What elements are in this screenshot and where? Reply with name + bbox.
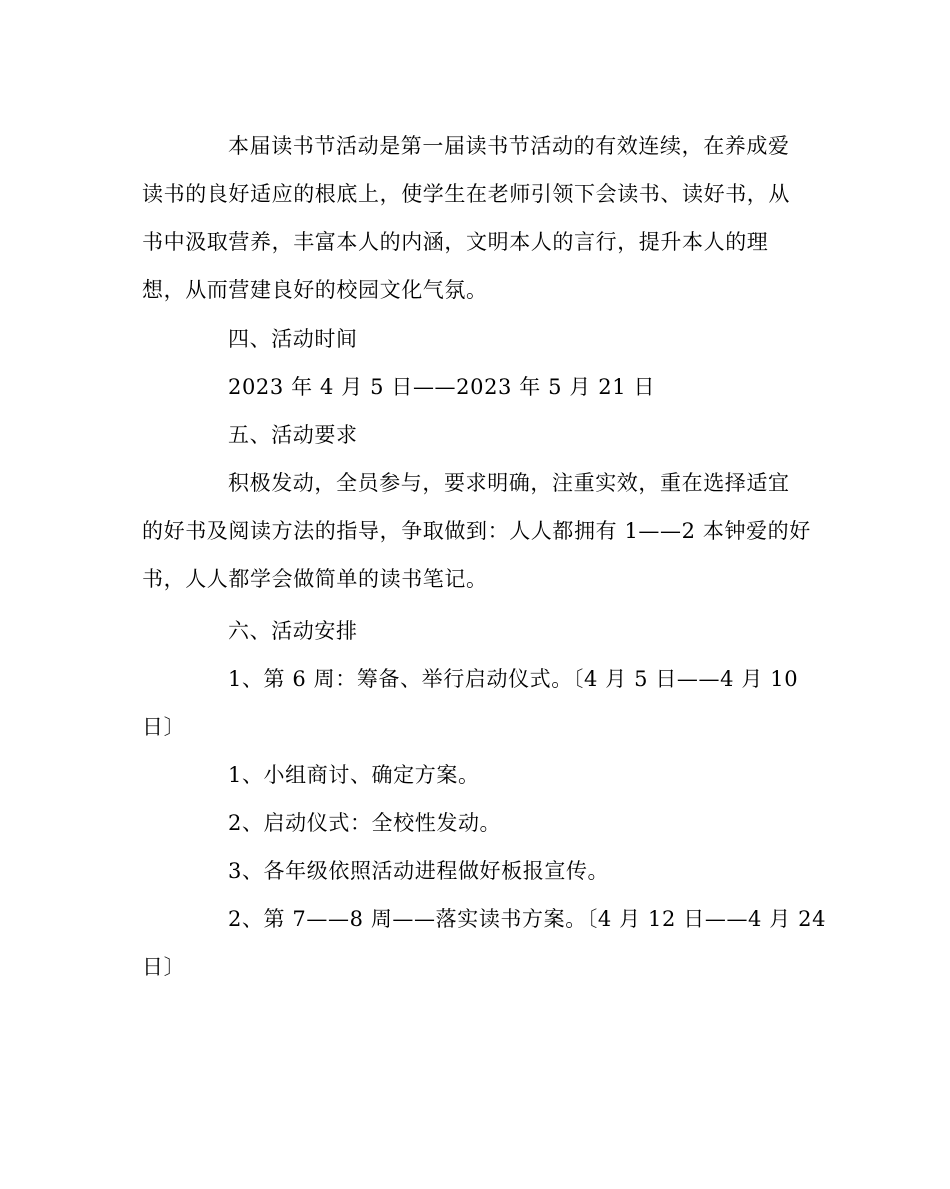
paragraph-line: 读书的良好适应的根底上，使学生在老师引领下会读书、读好书，从 <box>142 182 790 206</box>
paragraph-line: 书中汲取营养，丰富本人的内涵，文明本人的言行，提升本人的理 <box>142 230 769 254</box>
list-item-continuation: 日〕 <box>142 955 186 979</box>
paragraph-line: 的好书及阅读方法的指导，争取做到：人人都拥有 1——2 本钟爱的好 <box>142 519 811 543</box>
section-heading-time: 四、活动时间 <box>228 327 358 351</box>
list-item: 1、小组商讨、确定方案。 <box>228 763 480 787</box>
date-range: 2023 年 4 月 5 日——2023 年 5 月 21 日 <box>228 375 656 399</box>
paragraph-line: 想，从而营建良好的校园文化气氛。 <box>142 278 488 302</box>
list-item: 3、各年级依照活动进程做好板报宣传。 <box>228 859 610 883</box>
list-item-continuation: 日〕 <box>142 715 186 739</box>
paragraph-line: 书，人人都学会做简单的读书笔记。 <box>142 567 488 591</box>
section-heading-requirements: 五、活动要求 <box>228 423 358 447</box>
paragraph-line: 本届读书节活动是第一届读书节活动的有效连续，在养成爱 <box>228 134 790 158</box>
paragraph-line: 积极发动，全员参与，要求明确，注重实效，重在选择适宜 <box>228 471 790 495</box>
list-item: 1、第 6 周：筹备、举行启动仪式。〔4 月 5 日——4 月 10 <box>228 667 799 691</box>
list-item: 2、第 7——8 周——落实读书方案。〔4 月 12 日——4 月 24 <box>228 907 827 931</box>
list-item: 2、启动仪式：全校性发动。 <box>228 811 502 835</box>
section-heading-arrangement: 六、活动安排 <box>228 619 358 643</box>
